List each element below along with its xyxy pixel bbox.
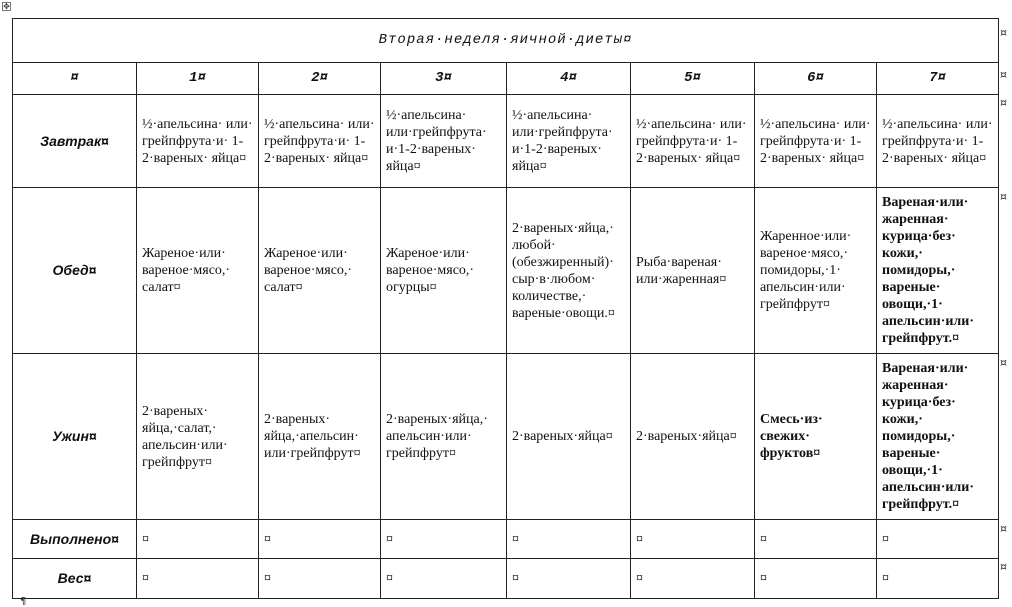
day-header: 4¤	[507, 63, 631, 95]
table-cell[interactable]: ¤	[259, 559, 381, 599]
table-cell[interactable]: ½·апельсина· или· грейпфрута·и· 1-2·вареных· яйца¤	[259, 95, 381, 188]
row-end-mark: ¤	[1000, 26, 1007, 39]
row-label-lunch: Обед¤	[13, 188, 137, 354]
table-cell[interactable]: ½·апельсина· или·грейпфрута· и·1-2·вареных· яйца¤	[507, 95, 631, 188]
table-cell[interactable]: ¤	[877, 559, 999, 599]
day-header: 2¤	[259, 63, 381, 95]
diet-table	[12, 18, 999, 599]
row-end-mark: ¤	[1000, 560, 1007, 573]
table-cell[interactable]: ¤	[137, 520, 259, 559]
table-cell[interactable]: Вареная·или· жаренная· курица·без· кожи,· помидоры,· вареные· овощи,·1· апельсин·или· грейпфрут.¤	[877, 188, 999, 354]
completed-row	[13, 520, 999, 559]
table-cell[interactable]: ½·апельсина· или· грейпфрута·и· 1-2·вареных· яйца¤	[755, 95, 877, 188]
header-corner-cell: ¤	[13, 63, 137, 95]
day-header: 1¤	[137, 63, 259, 95]
table-cell[interactable]: Смесь·из· свежих· фруктов¤	[755, 354, 877, 520]
table-cell[interactable]: Жареное·или· вареное·мясо,· огурцы¤	[381, 188, 507, 354]
row-label-weight: Вес¤	[13, 559, 137, 599]
table-cell[interactable]: ¤	[631, 559, 755, 599]
table-cell[interactable]: Рыба·вареная· или·жаренная¤	[631, 188, 755, 354]
day-header: 5¤	[631, 63, 755, 95]
title-row	[13, 19, 999, 63]
table-cell[interactable]: ¤	[381, 520, 507, 559]
row-end-mark: ¤	[1000, 356, 1007, 369]
table-cell[interactable]: ¤	[755, 559, 877, 599]
table-cell[interactable]: ¤	[137, 559, 259, 599]
table-cell[interactable]: Вареная·или· жаренная· курица·без· кожи,· помидоры,· вареные· овощи,·1· апельсин·или· грейпфрут.¤	[877, 354, 999, 520]
row-end-mark: ¤	[1000, 522, 1007, 535]
weight-row	[13, 559, 999, 599]
table-cell[interactable]: ¤	[877, 520, 999, 559]
table-cell[interactable]: ¤	[507, 520, 631, 559]
row-label-dinner: Ужин¤	[13, 354, 137, 520]
day-header: 3¤	[381, 63, 507, 95]
table-cell[interactable]: Жареное·или· вареное·мясо,· салат¤	[259, 188, 381, 354]
lunch-row	[13, 188, 999, 354]
row-label-completed: Выполнено¤	[13, 520, 137, 559]
table-cell[interactable]: Жаренное·или· вареное·мясо,· помидоры,·1· апельсин·или· грейпфрут¤	[755, 188, 877, 354]
table-cell[interactable]: 2·вареных·яйца¤	[507, 354, 631, 520]
table-cell[interactable]: 2·вареных· яйца,·салат,· апельсин·или· грейпфрут¤	[137, 354, 259, 520]
table-cell[interactable]: ½·апельсина· или· грейпфрута·и· 1-2·вареных· яйца¤	[137, 95, 259, 188]
row-label-breakfast: Завтрак¤	[13, 95, 137, 188]
day-header: 6¤	[755, 63, 877, 95]
table-cell[interactable]: 2·вареных·яйца¤	[631, 354, 755, 520]
row-end-mark: ¤	[1000, 96, 1007, 109]
table-cell[interactable]: ½·апельсина· или· грейпфрута·и· 1-2·вареных· яйца¤	[877, 95, 999, 188]
table-move-handle-icon[interactable]: ✥	[3, 2, 10, 11]
table-cell[interactable]: 2·вареных·яйца,· апельсин·или· грейпфрут¤	[381, 354, 507, 520]
dinner-row	[13, 354, 999, 520]
table-cell[interactable]: ½·апельсина· или· грейпфрута·и· 1-2·вареных· яйца¤	[631, 95, 755, 188]
day-header: 7¤	[877, 63, 999, 95]
row-end-mark: ¤	[1000, 68, 1007, 81]
table-cell[interactable]: ¤	[507, 559, 631, 599]
table-cell[interactable]: ¤	[755, 520, 877, 559]
table-cell[interactable]: ¤	[259, 520, 381, 559]
table-cell[interactable]: ¤	[381, 559, 507, 599]
breakfast-row	[13, 95, 999, 188]
table-title: Вторая·неделя·яичной·диеты¤	[13, 19, 999, 63]
table-cell[interactable]: 2·вареных· яйца,·апельсин· или·грейпфрут¤	[259, 354, 381, 520]
table-cell[interactable]: ½·апельсина· или·грейпфрута· и·1-2·вареных· яйца¤	[381, 95, 507, 188]
table-cell[interactable]: Жареное·или· вареное·мясо,· салат¤	[137, 188, 259, 354]
table-cell[interactable]: ¤	[631, 520, 755, 559]
row-end-mark: ¤	[1000, 190, 1007, 203]
paragraph-mark: ¶	[20, 596, 27, 607]
days-header-row	[13, 63, 999, 95]
table-cell[interactable]: 2·вареных·яйца,· любой· (обезжиренный)· сыр·в·любом· количестве,· вареные·овощи.¤	[507, 188, 631, 354]
